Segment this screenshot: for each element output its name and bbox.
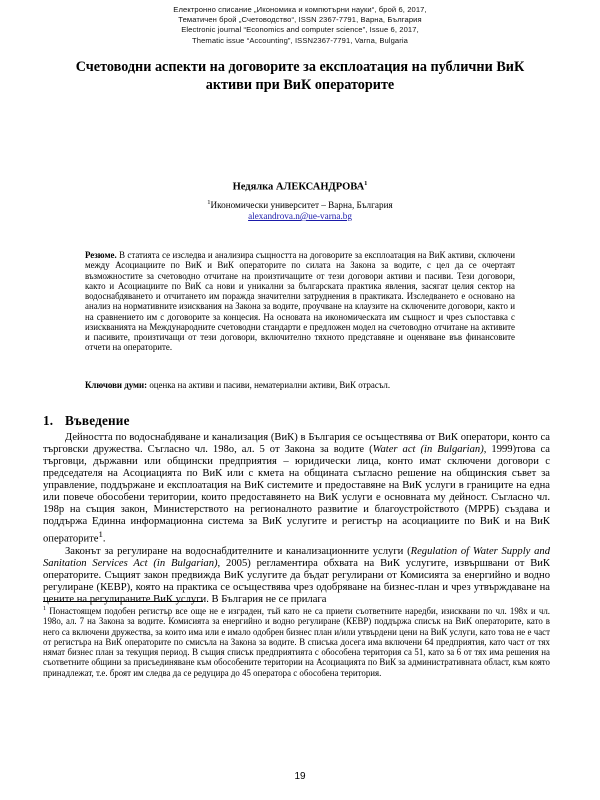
affiliation-line [0, 197, 600, 211]
affiliation-superscript: 1 [207, 199, 211, 206]
section-heading [43, 413, 130, 429]
author-name: Недялка АЛЕКСАНДРОВА [232, 181, 365, 193]
journal-header-line: Тематичен брой „Счетоводство“, ISSN 2367-7791, Варна, България [178, 15, 422, 25]
paper-title: Счетоводни аспекти на договорите за експлоатация на публични ВиК активи при ВиК операторите [75, 59, 525, 93]
author-line [0, 180, 600, 193]
citation: Water act (in Bulgarian) [372, 444, 484, 456]
affiliation-block [0, 197, 600, 222]
journal-header-line: Електронно списание „Икономика и компютърни науки“, брой 6, 2017, [173, 5, 427, 14]
journal-header-line: Electronic journal “Economics and computer science”, Issue 6, 2017, [181, 25, 419, 35]
paragraph-text: , 1999)това са търговци, държавни или общински предприятия – юридически лица, конто имат сключени договори с председателя на Асоциацията по ВиК или с кмета на общината съгласно решение на общинския съвет за управление, поддържане и експлоатация на ВиК системите и предоставяне на ВиК услуги в границите на една или повече обособени територии, които предоставянето на ВиК услуги е основната му дейност. Съгласно чл. 198р на същия закон, Министерството на регионалното развитие и благоустройството (МРРБ) създава и поддържа Единна информационна система за ВиК услугите и регистър на асоциациите по ВиК и на ВиК операторите [43, 444, 551, 545]
footnote-marker[interactable]: 1 [98, 529, 103, 540]
author-superscript: 1 [364, 180, 368, 187]
paragraph-text: . [102, 533, 106, 545]
paragraph-text: Законът за регулиране на водоснабдителните и канализационните услуги ( [65, 545, 411, 557]
body-text [43, 432, 550, 606]
keywords-text: оценка на активи и пасиви, нематериални активи, ВиК отрасъл. [147, 380, 391, 390]
keywords [85, 380, 515, 391]
footnote-text: Понастоящем подобен регистър все още не е изграден, тъй като не са приети съответните наредби, изисквани по чл. 198х и чл. 198о, ал. 7 на Закона за водите. Комисията за енергийно и водно регулиране (КЕВР) поддържа списък на ВиК операторите, като в него са включени дружества, за които има или е имало одобрен бизнес план и/или утвърдени цени на ВиК услуги, като това не е част от регистъра на ВиК операторите по смисъла на Закона за водите. В списъка досега има включени 64 предприятия, като част от тях нямат бизнес план за текущия период. В същия списък предприятията с обособена територия са 51, като за 6 от тях има решения на съответните общини за присъединяване към обособените територии на Асоциацията по ВиК за административната област, към която принадлежат, т.е. броят им следва да се редуцира до 45 оператора с обособена територия. [43, 605, 550, 678]
section-number: 1. [43, 413, 54, 428]
page-number: 19 [294, 771, 306, 782]
keywords-label: Ключови думи: [85, 380, 148, 390]
body-paragraph [43, 546, 550, 606]
abstract [85, 250, 515, 353]
footnote [43, 604, 550, 678]
body-paragraph [43, 432, 550, 546]
paragraph-text: , 2005) регламентира обхвата на ВиК услугите, извършвани от ВиК операторите. Същият закон предвижда ВиК услугите да бъдат регулирани от Комисията за енергийно и водно регулиране (КЕВР), която на практика се осъществява чрез одобряване на бизнес-план и чрез утвърждаване на цените на регулираните ВиК услуги. В България не се прилага [43, 558, 550, 606]
footnote-number: 1 [43, 606, 46, 612]
affiliation-text: Икономически университет – Варна, България [210, 200, 393, 211]
section-title: Въведение [65, 413, 130, 428]
footnote-divider [43, 601, 203, 602]
journal-header-line: Thematic issue “Accounting”, ISSN2367-7791, Varna, Bulgaria [192, 35, 408, 45]
journal-header [60, 5, 540, 46]
author-email-link[interactable]: alexandrova.n@ue-varna.bg [248, 211, 352, 222]
abstract-label: Резюме. [85, 250, 117, 260]
abstract-text: В статията се изследва и анализира същността на договорите за експлоатация на ВиК активи, сключени между Асоциациите по ВиК и ВиК операторите по силата на Закона за водите, с цел да се очертаят възможностите за счетоводно отчитане на произтичащите от тези договори активи и пасиви. Тези договори, както и Асоциациите по ВиК са нови и уникални за българската практика явления, засягат целия сектор на водоснабдяването и отчитането им поражда значителни затруднения в практиката. Изследването е основано на анализ на нормативните изисквания на Закона за водите, проучване на клаузите на сключените договори, както и на сравнението им с договорите за концесия. На основата на икономическата им същност и чрез съпоставка с изискванията на Международните счетоводни стандарти е предложен модел на счетоводно отчитане на активите и пасивите, произтичащи от тези договори, включително тяхното представяне и оценяване във финансовите отчети на операторите. [85, 250, 515, 353]
citation: Regulation of Water Supply and Sanitation Services Act (in Bulgarian) [43, 545, 550, 569]
paragraph-text: Дейността по водоснабдяване и канализация (ВиК) в България се осъществява от ВиК оператори, конто са търговски дружества. Съгласно чл. 198о, ал. 5 от Закона за водите ( [43, 432, 550, 456]
